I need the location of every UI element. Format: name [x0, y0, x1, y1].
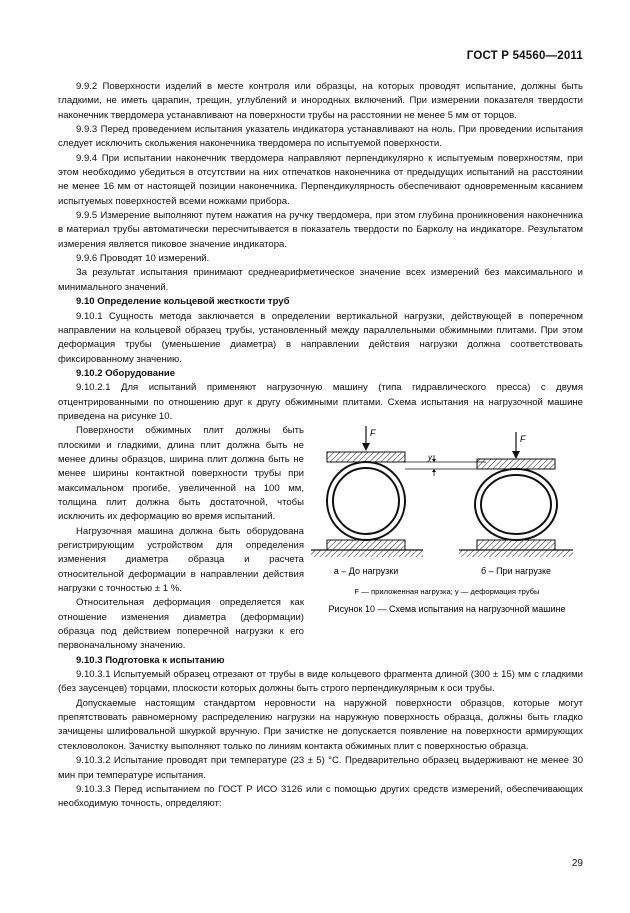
heading-9-10-3: 9.10.3 Подготовка к испытанию — [76, 654, 225, 666]
bottom-plate-right — [477, 540, 555, 550]
pipe-outer-right — [475, 469, 557, 540]
pipe-inner-left — [333, 468, 399, 534]
paragraph-9-10-2-1: 9.10.2.1 Для испытаний применяют нагрузочную машину (типа гидравлического пресса) с двумя отцентрированными по отношению друг к другу обжимными плитами. Схема испытания на нагрузочной машине приведена на рисунке 10. — [58, 382, 583, 422]
figure-caption: Рисунок 10 — Схема испытания на нагрузочной машине — [328, 604, 566, 615]
dimension-arrowhead-lower — [432, 469, 436, 472]
paragraph-9-10-3-2: 9.10.3.2 Испытание проводят при температуре (23 ± 5) °С. Предварительно образец выдерживают не менее 30 мин при температуре испытания. — [58, 755, 583, 781]
paragraph-9-10-1: 9.10.1 Сущность метода заключается в определении вертикальной нагрузки, действующей в поперечном направлении на кольцевой образец трубы, установленный между параллельными обжимными плитами. При этом деформация трубы (уменьшение диаметра) в направлении действия нагрузки должна соответствовать фиксированному значению. — [58, 310, 583, 365]
sublabel-under-load: б – При нагрузке — [481, 566, 551, 577]
heading-9-10: 9.10 Определение кольцевой жесткости труб — [76, 296, 290, 308]
figure-10 — [311, 424, 583, 654]
deformation-label: y — [428, 453, 432, 463]
figure-side-text — [58, 424, 304, 654]
sublabel-before-load: а – До нагрузки — [333, 566, 399, 577]
paragraph-9-9-5: 9.9.5 Измерение выполняют путем нажатия на ручку твердомера, при этом глубина проникновения наконечника в материал трубы автоматически пересчитывается в показатель твердости по Барколу на индикаторе. Результатом измерения является пиковое значение индикатора. — [58, 210, 583, 250]
paragraph-surface-cleaning: Допускаемые настоящим стандартом неровности на наружной поверхности образцов, которые могут препятствовать равномерному распределению нагрузки на наружную поверхность образца, должны быть гладко зачищены шлифовальной шкуркой вручную. При зачистке не допускается появление на поверхности армирующих стекловолокон. Зачистку выполняют только по линиям контакта обжимных плит с поверхностью образца. — [58, 697, 583, 752]
page-content — [58, 80, 583, 812]
paragraph-9-9-3: 9.9.3 Перед проведением испытания указатель индикатора устанавливают на ноль. При проведении испытания следует исключить скольжения наконечника твердомера по испытуемой поверхности. — [58, 124, 583, 150]
paragraph-9-10-3-1: 9.10.3.1 Испытуемый образец отрезают от трубы в виде кольцевого фрагмента длиной (300 ± 15) мм с гладкими (без заусенцев) торцами, плоскости которых должны быть строго перпендикулярным к оси трубы. — [58, 669, 583, 695]
force-arrowhead-right — [512, 451, 520, 459]
force-label-left: F — [370, 428, 376, 439]
bottom-plate-left — [327, 540, 405, 550]
paragraph-9-9-2: 9.9.2 Поверхности изделий в месте контроля или образцы, на которых проводят испытание, должны быть гладкими, не иметь царапин, трещин, углублений и инородных включений. При измерении показателя твердости наконечник твердомера устанавливают на поверхности трубы на расстоянии не менее 5 мм от торцов. — [58, 81, 583, 121]
paragraph-machine: Нагрузочная машина должна быть оборудована регистрирующим устройством для определения изменения диаметра образца и расчета относительной деформации в направлении действия нагрузки с точностью ± 1 %. — [58, 525, 304, 595]
force-label-right: F — [520, 434, 526, 445]
pipe-inner-right — [481, 475, 551, 534]
top-plate-left — [327, 452, 405, 462]
figure-10-diagram — [311, 424, 583, 614]
scheme-before-load — [311, 426, 423, 557]
paragraph-9-10-3-3: 9.10.3.3 Перед испытанием по ГОСТ Р ИСО 3126 или с помощью других средств измерений, обеспечивающих необходимую точность, определяют: — [58, 783, 583, 810]
paragraph-9-9-4: 9.9.4 При испытании наконечник твердомера направляют перпендикулярно к испытуемым поверхностям, при этом необходимо убедиться в отсутствии на них отпечатков наконечника от предыдущих испытаний на расстоянии не менее 16 мм от настоящей позиции наконечника. Перпендикулярность обеспечивают одновременным касанием испытуемых поверхностей всеми ножками прибора. — [58, 152, 583, 207]
standard-header: ГОСТ Р 54560—2011 — [466, 50, 583, 62]
force-arrowhead-left — [362, 443, 370, 451]
paragraph-result: За результат испытания принимают среднеарифметическое значение всех измерений без максимального и минимального значений. — [58, 267, 583, 293]
ground-hatch-right — [459, 550, 573, 557]
ground-hatch-left — [311, 550, 423, 557]
paragraph-deformation: Относительная деформация определяется как отношение изменения диаметра (деформации) образца под действием поперечной нагрузки к его первоначальному значению. — [58, 597, 304, 652]
paragraph-plates: Поверхности обжимных плит должны быть плоскими и гладкими, длина плит должна быть не менее длины образцов, ширина плит должна быть не менее ширины контактной поверхности трубы при максимальном прогибе, увеличенной на 100 мм, толщина плит должна быть достаточной, чтобы исключить их деформацию во время испытаний. — [58, 425, 304, 523]
paragraph-9-9-6: 9.9.6 Проводят 10 измерений. — [76, 253, 210, 265]
page-number: 29 — [571, 858, 583, 869]
dimension-arrowhead-upper — [432, 459, 436, 462]
scheme-under-load — [459, 432, 573, 557]
deformation-dimension — [405, 453, 486, 476]
heading-9-10-2: 9.10.2 Оборудование — [76, 367, 176, 379]
figure-section — [58, 424, 583, 654]
figure-legend: F — приложенная нагрузка; y — деформация трубы — [354, 587, 540, 597]
pipe-outer-left — [327, 462, 405, 540]
top-plate-right — [477, 459, 555, 469]
